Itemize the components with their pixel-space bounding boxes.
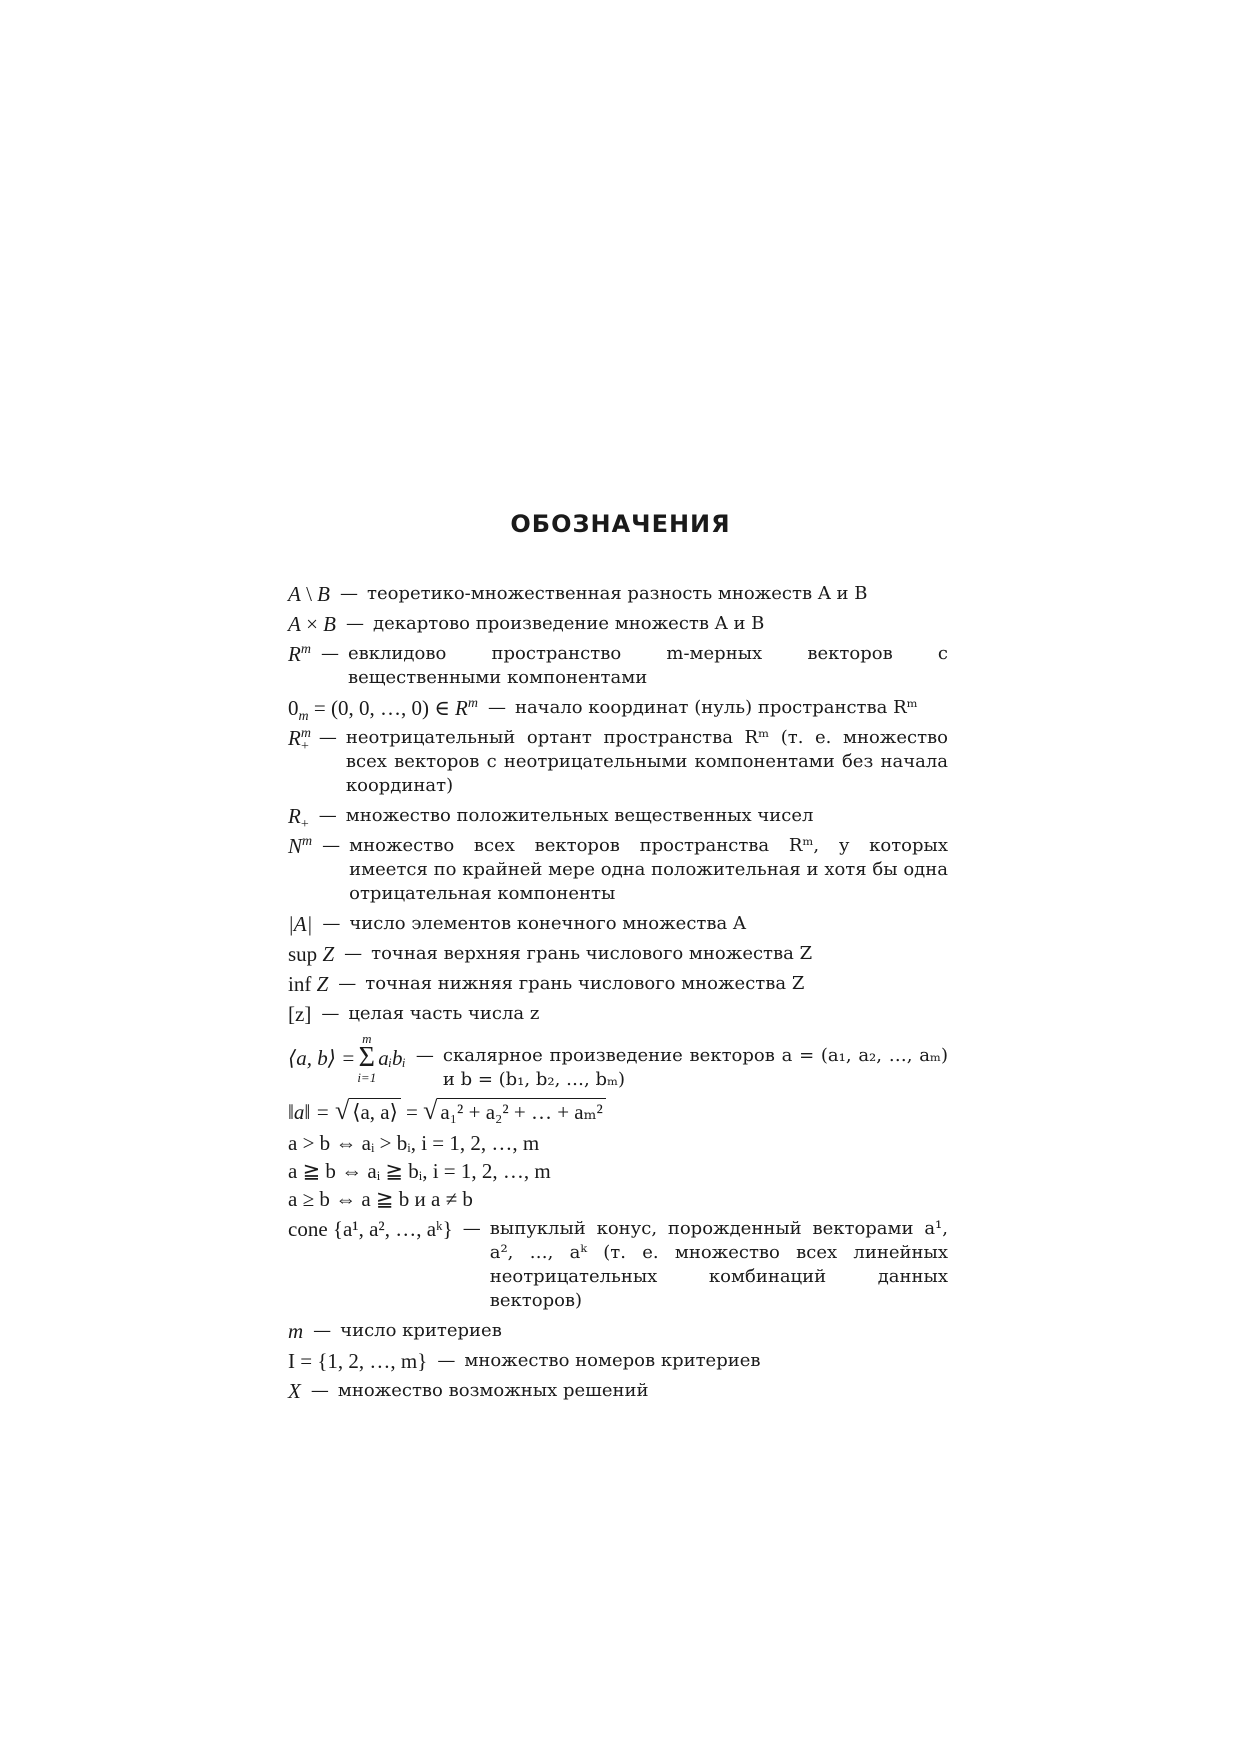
notation-symbol: a ≧ b ⇔ aᵢ ≧ bᵢ, i = 1, 2, …, m [288, 1159, 551, 1183]
notation-entry-rel-geqq [288, 1159, 948, 1183]
notation-definition: множество всех векторов пространства Rᵐ, у которых имеется по крайней мере одна положительная и хотя бы одна отрицательная компоненты [349, 835, 948, 904]
notation-entry-criteria-indices [288, 1349, 948, 1373]
dash: — [318, 805, 337, 826]
notation-entry-origin [288, 696, 948, 725]
notation-entry-convex-cone [288, 1217, 948, 1313]
notation-entry-rel-gt [288, 1131, 948, 1155]
notation-entry-supremum [288, 942, 948, 966]
notation-entry-cardinality [288, 912, 948, 936]
notation-symbol: $0_m = (0$, 0, …, 0) ∈ $R^m$ [288, 696, 478, 725]
notation-definition: теоретико-множественная разность множеств A и B [367, 583, 868, 604]
notation-symbol: $R_+$ [288, 804, 309, 833]
notation-symbol: |A| [288, 912, 313, 936]
notation-symbol: $N^m$ [288, 834, 313, 858]
dash: — [313, 1320, 332, 1341]
notation-symbol: cone {a¹, a², …, aᵏ} [288, 1217, 453, 1241]
notation-symbol: X [288, 1379, 301, 1403]
notation-definition: число элементов конечного множества A [349, 913, 746, 934]
notation-entry-scalar-product [288, 1032, 948, 1092]
notation-entry-cartesian-product [288, 612, 948, 636]
notation-entry-euclidean-space [288, 642, 948, 690]
notation-symbol: sup Z [288, 942, 335, 966]
dash: — [322, 835, 341, 856]
notation-definition: точная верхняя грань числового множества Z [371, 943, 813, 964]
dash: — [322, 913, 341, 934]
sum-operator: m Σ i=1 [357, 1031, 377, 1085]
notation-symbol: m [288, 1319, 304, 1343]
notation-symbol: [z] [288, 1002, 312, 1026]
dash: — [346, 613, 364, 634]
notation-symbol: $R^m$ [288, 642, 311, 666]
dash: — [321, 1003, 340, 1024]
notation-entry-positive-reals [288, 804, 948, 833]
notation-symbol: a ≥ b ⇔ a ≧ b и a ≠ b [288, 1187, 473, 1211]
dash: — [415, 1045, 434, 1066]
notation-definition: множество положительных вещественных чисел [345, 805, 814, 826]
notation-symbol: I = {1, 2, …, m} [288, 1349, 428, 1373]
page-title: ОБОЗНАЧЕНИЯ [510, 510, 731, 538]
dash: — [437, 1350, 456, 1371]
dash: — [318, 727, 337, 748]
notation-definition: целая часть числа z [348, 1003, 540, 1024]
notation-symbol: $R^m_+$ [288, 726, 311, 755]
notation-entry-integer-part [288, 1002, 948, 1026]
notation-list [288, 582, 948, 1409]
notation-symbol: inf Z [288, 972, 329, 996]
notation-entry-norm [288, 1098, 948, 1125]
notation-symbol: A × B [288, 612, 336, 636]
dash: — [320, 643, 339, 664]
dash: — [340, 583, 358, 604]
notation-definition: точная нижняя грань числового множества Z [365, 973, 805, 994]
notation-definition: множество возможных решений [337, 1380, 649, 1401]
dash: — [310, 1380, 329, 1401]
notation-definition: число критериев [340, 1320, 502, 1341]
notation-definition: начало координат (нуль) пространства Rᵐ [514, 697, 918, 718]
notation-entry-mixed-sign-vectors [288, 834, 948, 906]
dash: — [462, 1218, 481, 1239]
notation-definition: множество номеров критериев [464, 1350, 761, 1371]
notation-entry-set-difference [288, 582, 948, 606]
notation-entry-nonneg-orthant [288, 726, 948, 798]
notation-symbol: a > b ⇔ aᵢ > bᵢ, i = 1, 2, …, m [288, 1131, 540, 1155]
dash: — [338, 973, 357, 994]
notation-symbol: A \ B [288, 582, 330, 606]
notation-definition: евклидово пространство m-мерных векторов с вещественными компонентами [347, 643, 948, 688]
notation-definition: скалярное произведение векторов a = (a₁, a₂, …, aₘ) и b = (b₁, b₂, …, bₘ) [442, 1045, 948, 1090]
notation-entry-rel-geq [288, 1187, 948, 1211]
dash: — [487, 697, 506, 718]
notation-definition: неотрицательный ортант пространства Rᵐ (т. е. множество всех векторов с неотрицательными компонентами без начала координат) [345, 727, 948, 796]
notation-entry-infimum [288, 972, 948, 996]
notation-definition: декартово произведение множеств A и B [373, 613, 765, 634]
dash: — [344, 943, 363, 964]
notation-entry-feasible-set [288, 1379, 948, 1403]
notation-symbol: ⟨a, b⟩ = m Σ i=1 aᵢbᵢ [288, 1031, 406, 1085]
notation-entry-criteria-count [288, 1319, 948, 1343]
notation-definition: выпуклый конус, порожденный векторами a¹, a², …, aᵏ (т. е. множество всех линейных неотрицательных комбинаций данных векторов) [489, 1218, 948, 1311]
notation-symbol: ‖a‖ = √ ⟨a, a⟩ = √ a₁² + a₂² + … + aₘ² [288, 1098, 606, 1125]
